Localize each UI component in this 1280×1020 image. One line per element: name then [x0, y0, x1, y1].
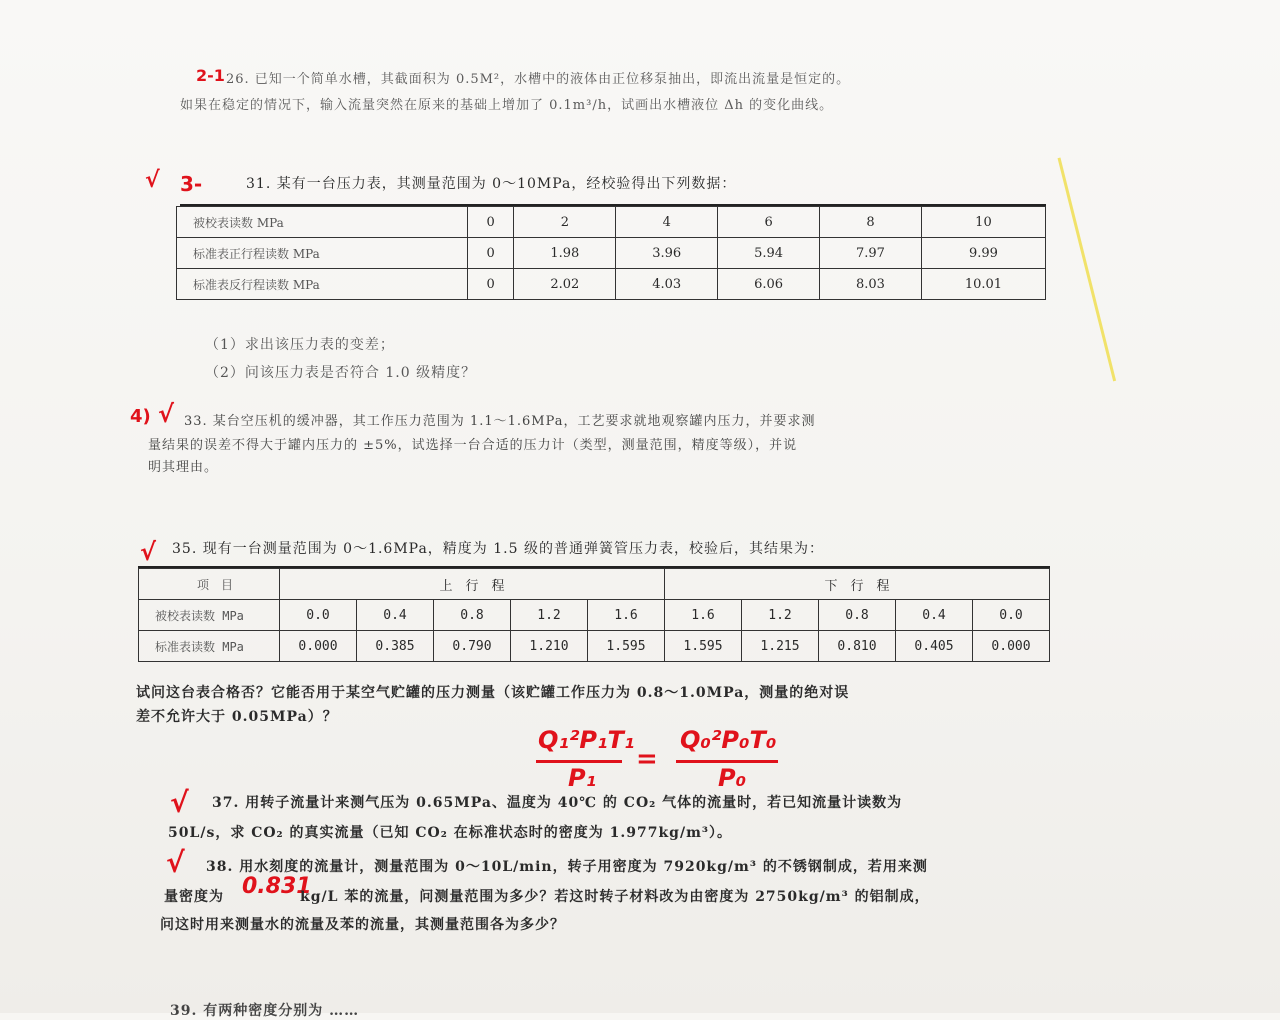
problem-38-line2b: kg/L 苯的流量，问测量范围为多少？若这时转子材料改为由密度为 2750kg/m³ 的铝制成， [300, 889, 930, 905]
problem-26-line1: 26. 已知一个简单水槽，其截面积为 0.5M²，水槽中的液体由正位移泵抽出，即流出流量是恒定的。 [226, 72, 851, 87]
problem-38-line1: 38. 用水刻度的流量计，测量范围为 0～10L/min，转子用密度为 7920kg/m³ 的不锈钢制成，若用来测 [206, 859, 928, 875]
problem-39-partial: 39. 有两种密度分别为 …… [170, 1003, 360, 1019]
table-cell: 1.595 [665, 631, 742, 662]
table-cell: 1.6 [588, 600, 665, 631]
handwritten-mark-4: 4) [130, 406, 151, 427]
table-cell: 10 [921, 207, 1045, 238]
problem-33-line3: 明其理由。 [148, 460, 219, 475]
table-cell: 0.385 [357, 631, 434, 662]
table-header-down: 下 行 程 [665, 569, 1050, 600]
table-cell: 8.03 [820, 269, 922, 300]
table-cell: 6.06 [718, 269, 820, 300]
table-cell: 1.98 [514, 238, 616, 269]
problem-35-question-line1: 试问这台表合格否？它能否用于某空气贮罐的压力测量（该贮罐工作压力为 0.8～1.0MPa，测量的绝对误 [136, 685, 850, 701]
calibration-table-31 [176, 206, 1046, 300]
table-cell: 0.000 [973, 631, 1050, 662]
table-cell: 被校表读数 MPa [177, 207, 468, 238]
formula-left-fraction-bar [536, 760, 622, 763]
table-row [177, 207, 1046, 238]
table-row [139, 569, 1050, 600]
formula-left-denominator: P₁ [568, 764, 597, 792]
table-cell: 2.02 [514, 269, 616, 300]
calibration-table-35 [138, 568, 1050, 662]
table-cell: 10.01 [921, 269, 1045, 300]
problem-33-line1: 33. 某台空压机的缓冲器，其工作压力范围为 1.1～1.6MPa，工艺要求就地观察罐内压力，并要求测 [184, 414, 816, 429]
table-cell: 1.210 [511, 631, 588, 662]
table-cell: 0.8 [819, 600, 896, 631]
table-cell: 5.94 [718, 238, 820, 269]
check-mark-33: √ [158, 400, 175, 428]
table-row [139, 631, 1050, 662]
table-cell: 0.0 [973, 600, 1050, 631]
table-cell: 0 [468, 238, 514, 269]
formula-right-denominator: P₀ [718, 764, 747, 792]
table-cell: 1.2 [511, 600, 588, 631]
table-cell: 1.595 [588, 631, 665, 662]
table-cell: 0.4 [896, 600, 973, 631]
handwritten-density-value: 0.831 [242, 874, 312, 899]
formula-right-numerator: Q₀²P₀T₀ [680, 726, 777, 754]
formula-left-numerator: Q₁²P₁T₁ [538, 726, 635, 754]
table-cell: 0.790 [434, 631, 511, 662]
table-cell: 0 [468, 269, 514, 300]
table-cell: 9.99 [921, 238, 1045, 269]
table-cell: 0 [468, 207, 514, 238]
problem-31-intro: 31. 某有一台压力表，其测量范围为 0～10MPa，经校验得出下列数据： [246, 176, 737, 192]
table-cell: 被校表读数 MPa [139, 600, 280, 631]
table-cell: 8 [820, 207, 922, 238]
handwritten-mark-3: 3- [180, 172, 203, 196]
table-cell: 1.6 [665, 600, 742, 631]
problem-35-intro: 35. 现有一台测量范围为 0～1.6MPa，精度为 1.5 级的普通弹簧管压力表，校验后，其结果为： [172, 541, 824, 557]
problem-26-line2: 如果在稳定的情况下，输入流量突然在原来的基础上增加了 0.1m³/h，试画出水槽液位 Δh 的变化曲线。 [180, 98, 834, 113]
table-cell: 0.810 [819, 631, 896, 662]
table-cell: 1.215 [742, 631, 819, 662]
table-cell: 2 [514, 207, 616, 238]
formula-equals: = [636, 744, 658, 774]
table-cell: 0.8 [434, 600, 511, 631]
check-mark-37: √ [170, 786, 189, 819]
table-cell: 1.2 [742, 600, 819, 631]
problem-37-line1: 37. 用转子流量计来测气压为 0.65MPa、温度为 40℃ 的 CO₂ 气体的流量时，若已知流量计读数为 [212, 795, 903, 811]
table-cell: 0.4 [357, 600, 434, 631]
table-cell: 标准表反行程读数 MPa [177, 269, 468, 300]
table-row [139, 600, 1050, 631]
check-mark-38: √ [166, 846, 185, 879]
table-header-up: 上 行 程 [280, 569, 665, 600]
table-cell: 0.000 [280, 631, 357, 662]
table-cell: 0.0 [280, 600, 357, 631]
check-mark-35: √ [140, 538, 157, 566]
check-mark-31: √ [145, 168, 160, 193]
handwritten-mark-2-1: 2-1 [196, 66, 225, 85]
table-row [177, 238, 1046, 269]
problem-33-line2: 量结果的误差不得大于罐内压力的 ±5%，试选择一台合适的压力计（类型，测量范围，精度等级），并说 [148, 438, 798, 453]
table-cell: 标准表正行程读数 MPa [177, 238, 468, 269]
table-row [177, 269, 1046, 300]
table-cell: 6 [718, 207, 820, 238]
table-header-item: 项 目 [139, 569, 280, 600]
table-cell: 3.96 [616, 238, 718, 269]
problem-38-line2a: 量密度为 [164, 889, 224, 905]
problem-31-question-1: （1）求出该压力表的变差； [205, 337, 395, 353]
table-cell: 4 [616, 207, 718, 238]
formula-right-fraction-bar [676, 760, 778, 763]
problem-31-question-2: （2）问该压力表是否符合 1.0 级精度？ [205, 365, 477, 381]
problem-38-line3: 问这时用来测量水的流量及苯的流量，其测量范围各为多少？ [160, 917, 565, 933]
table-cell: 0.405 [896, 631, 973, 662]
table-cell: 标准表读数 MPa [139, 631, 280, 662]
table-cell: 7.97 [820, 238, 922, 269]
table-cell: 4.03 [616, 269, 718, 300]
problem-35-question-line2: 差不允许大于 0.05MPa）？ [136, 709, 338, 725]
problem-37-line2: 50L/s，求 CO₂ 的真实流量（已知 CO₂ 在标准状态时的密度为 1.977kg/m³）。 [168, 825, 733, 841]
